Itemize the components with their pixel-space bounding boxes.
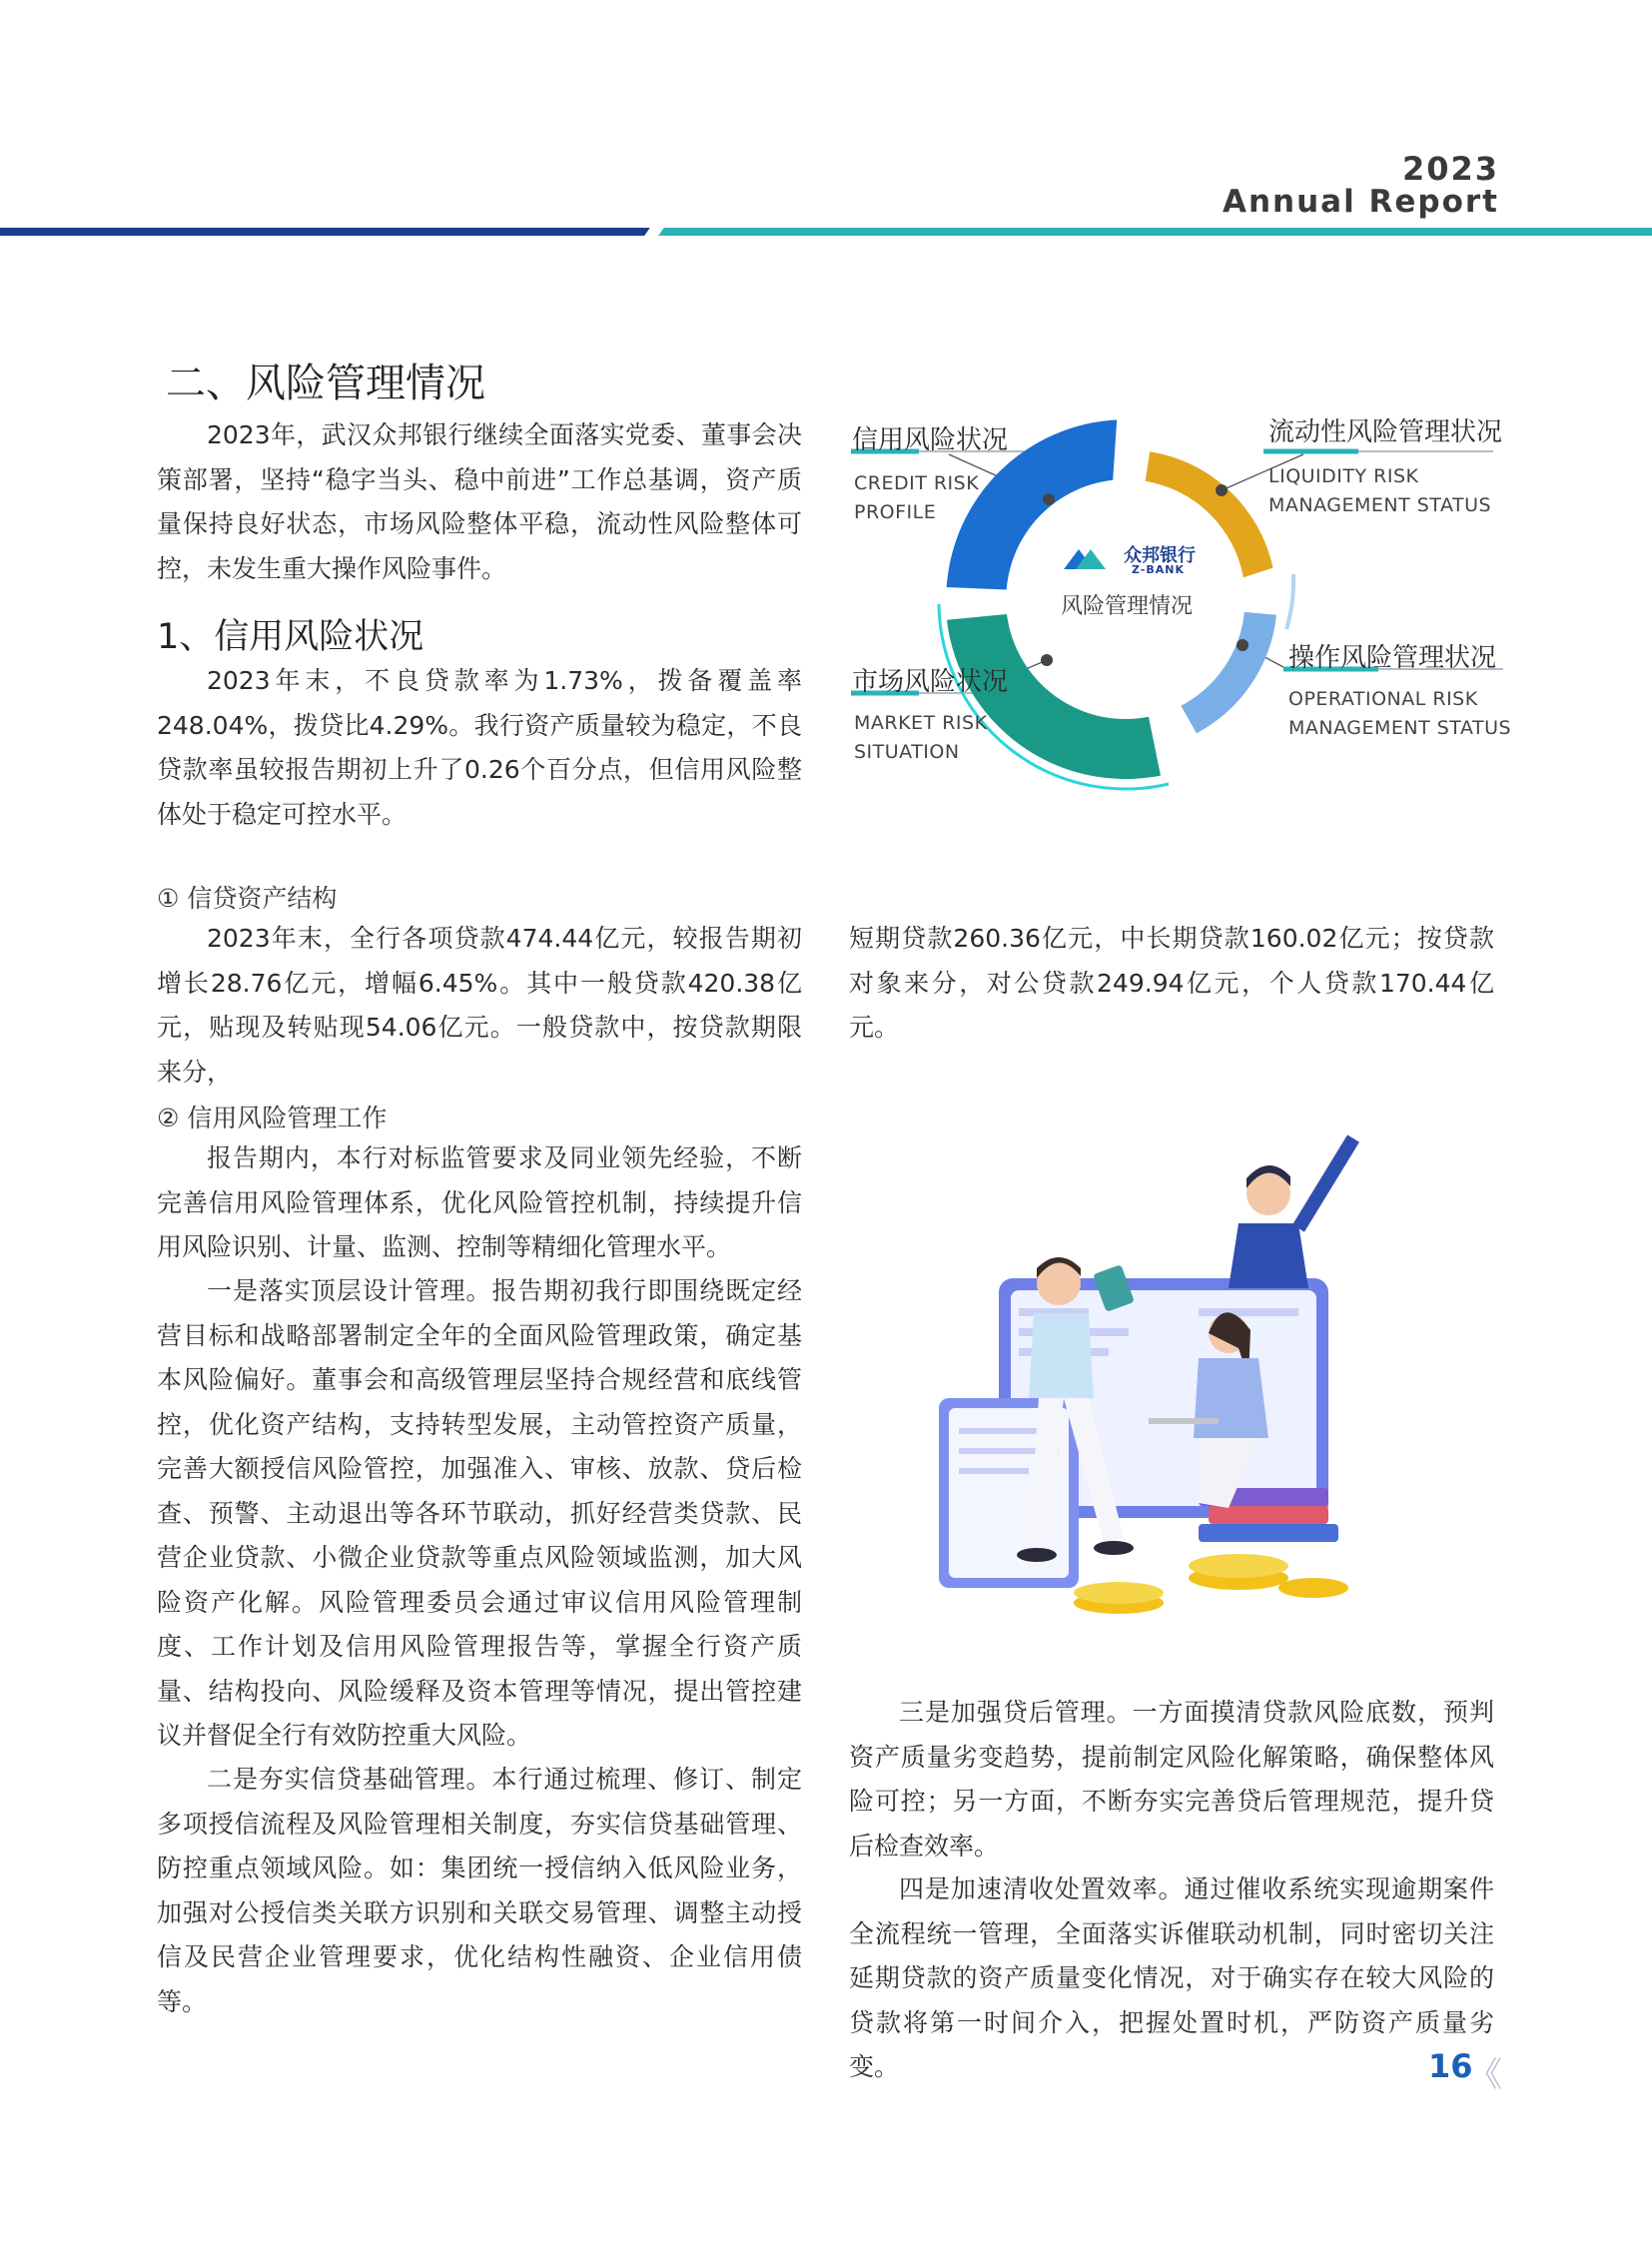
logo-name-en: Z-BANK xyxy=(1132,563,1185,576)
risk-work-intro: 报告期内，本行对标监管要求及同业领先经验，不断完善信用风险管理体系，优化风险管控机制，持续提升信用风险识别、计量、监测、控制等精细化管理水平。 xyxy=(157,1143,802,1261)
report-title: Annual Report xyxy=(1222,184,1499,220)
market-risk-en-2: SITUATION xyxy=(854,741,960,763)
zbank-logo-icon xyxy=(1064,549,1106,569)
intro-paragraph: 2023年，武汉众邦银行继续全面落实党委、董事会决策部署，坚持“稳字当头、稳中前进”工作总基调，资产质量保持良好状态，市场风险整体平稳，流动性风险整体可控，未发生重大操作风险事件。 xyxy=(157,420,802,583)
market-risk-en-1: MARKET RISK xyxy=(854,712,988,734)
operational-risk-segment xyxy=(1181,612,1276,733)
collection-paragraph: 四是加速清收处置效率。通过催收系统实现逾期案件全流程统一管理，全面落实诉催联动机制，同时密切关注延期贷款的资产质量变化情况，对于确实存在较大风险的贷款将第一时间介入，把握处置时机，严防资产质量劣变。 xyxy=(849,1874,1494,2081)
report-year: 2023 xyxy=(1401,150,1499,188)
credit-risk-heading: 1、信用风险状况 xyxy=(157,617,424,657)
diagram-center-label: 风险管理情况 xyxy=(1061,594,1194,619)
logo-name: 众邦银行 xyxy=(1124,545,1196,566)
credit-structure-right: 短期贷款260.36亿元，中长期贷款160.02亿元；按贷款对象来分，对公贷款249.94亿元，个人贷款170.44亿元。 xyxy=(849,924,1494,1042)
credit-risk-label: 信用风险状况 xyxy=(852,425,1009,455)
credit-risk-en-1: CREDIT RISK xyxy=(854,472,980,494)
double-chevron-icon: 《 xyxy=(1468,2055,1502,2095)
liquidity-risk-label: 流动性风险管理状况 xyxy=(1268,417,1503,447)
operational-risk-en-1: OPERATIONAL RISK xyxy=(1288,688,1478,710)
liquidity-risk-en-2: MANAGEMENT STATUS xyxy=(1268,494,1492,516)
risk-work-heading: ② 信用风险管理工作 xyxy=(157,1104,388,1132)
credit-risk-en-2: PROFILE xyxy=(854,501,937,523)
operational-risk-en-2: MANAGEMENT STATUS xyxy=(1288,717,1512,739)
top-level-design-paragraph: 一是落实顶层设计管理。报告期初我行即围绕既定经营目标和战略部署制定全年的全面风险管理政策，确定基本风险偏好。董事会和高级管理层坚持合规经营和底线管控，优化资产结构，支持转型发展，主动管控资产质量，完善大额授信风险管控，加强准入、审核、放款、贷后检查、预警、主动退出等各环节联动，抓好经营类贷款、民营企业贷款、小微企业贷款等重点风险领域监测，加大风险资产化解。风险管理委员会通过审议信用风险管理制度、工作计划及信用风险管理报告等，掌握全行资产质量、结构投向、风险缓释及资本管理等情况，提出管控建议并督促全行有效防控重大风险。 xyxy=(157,1276,802,1750)
credit-foundation-paragraph: 二是夯实信贷基础管理。本行通过梳理、修订、制定多项授信流程及风险管理相关制度，夯实信贷基础管理、防控重点领域风险。如：集团统一授信纳入低风险业务，加强对公授信类关联方识别和关联交易管理、调整主动授信及民营企业管理要求，优化结构性融资、企业信用债等。 xyxy=(157,1765,802,2016)
section-title: 二、风险管理情况 xyxy=(166,361,485,406)
risk-management-diagram xyxy=(839,399,1518,799)
credit-summary-paragraph: 2023年末，不良贷款率为1.73%，拨备覆盖率248.04%，拨贷比4.29%。我行资产质量较为稳定，不良贷款率虽较报告期初上升了0.26个百分点，但信用风险整体处于稳定可控水平。 xyxy=(157,666,802,829)
market-risk-label: 市场风险状况 xyxy=(852,667,1009,697)
credit-structure-left: 2023年末，全行各项贷款474.44亿元，较报告期初增长28.76亿元，增幅6.45%。其中一般贷款420.38亿元，贴现及转贴现54.06亿元。一般贷款中，按贷款期限来分， xyxy=(157,924,802,1087)
header-divider xyxy=(0,228,1652,236)
operational-risk-label: 操作风险管理状况 xyxy=(1288,643,1497,673)
liquidity-risk-en-1: LIQUIDITY RISK xyxy=(1268,465,1419,487)
page-number: 16 xyxy=(1428,2047,1473,2085)
business-illustration xyxy=(899,1109,1418,1628)
credit-structure-heading: ① 信贷资产结构 xyxy=(157,884,338,913)
post-loan-paragraph: 三是加强贷后管理。一方面摸清贷款风险底数，预判资产质量劣变趋势，提前制定风险化解策略，确保整体风险可控；另一方面，不断夯实完善贷后管理规范，提升贷后检查效率。 xyxy=(849,1698,1494,1861)
